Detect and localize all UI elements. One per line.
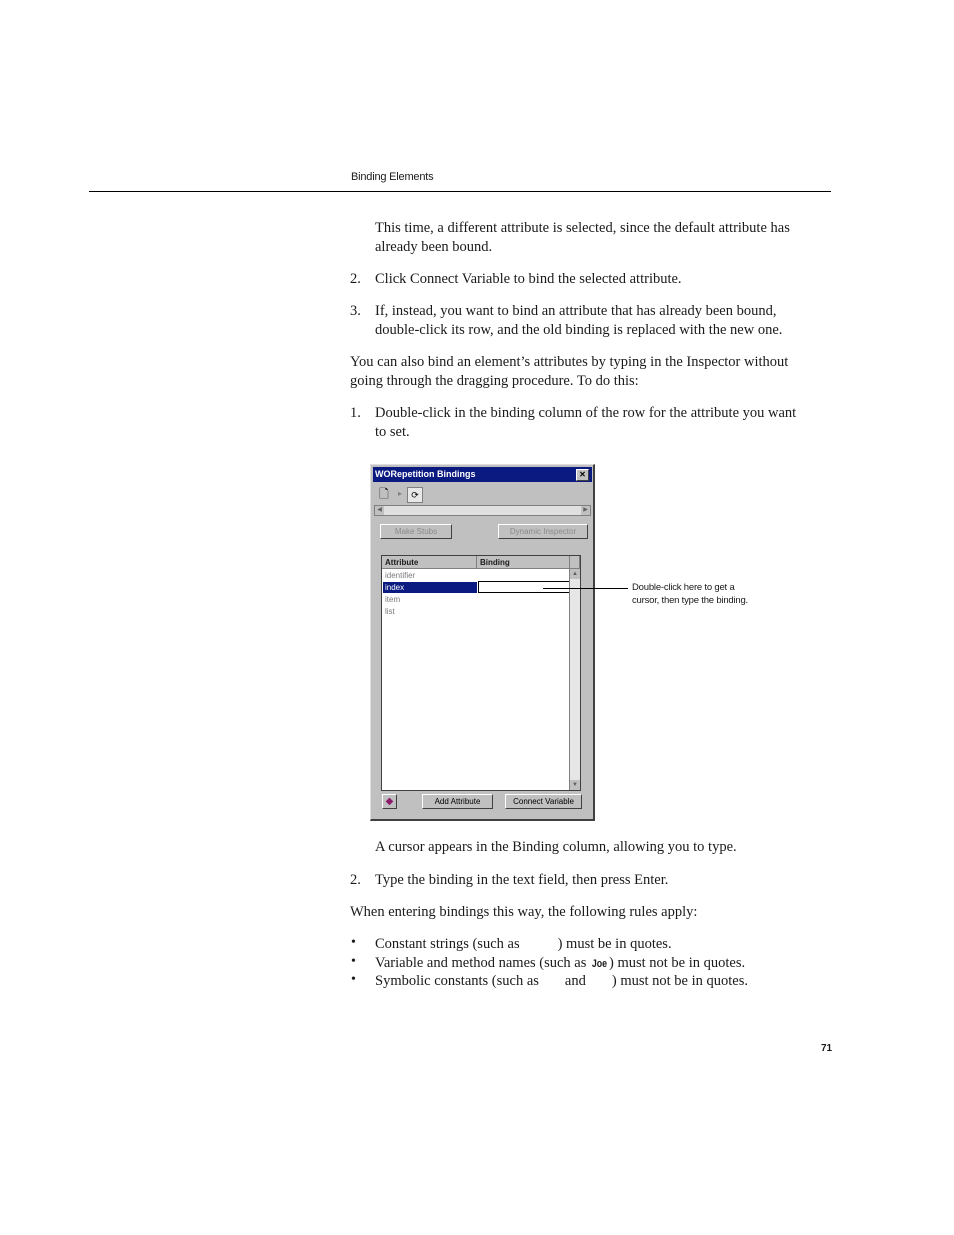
bullet-marker: • bbox=[351, 935, 356, 950]
bullet-text: Variable and method names (such as bbox=[375, 955, 587, 971]
inline-code: Joe bbox=[591, 958, 608, 970]
bullet-text: and bbox=[564, 973, 586, 989]
bullet-marker: • bbox=[351, 954, 356, 969]
scroll-down-icon[interactable]: ▼ bbox=[570, 780, 580, 790]
callout-text: Double-click here to get a cursor, then type the binding. bbox=[632, 582, 748, 606]
vertical-scrollbar[interactable] bbox=[569, 569, 580, 790]
bullet-item bbox=[375, 972, 815, 991]
bullet-text: Constant strings (such as bbox=[375, 936, 520, 952]
bindings-inspector-window bbox=[370, 464, 595, 821]
table-row[interactable]: list bbox=[385, 607, 395, 616]
bullet-item bbox=[375, 935, 815, 954]
step-text: Type the binding in the text field, then press Enter. bbox=[375, 872, 669, 888]
bullet-item bbox=[375, 954, 815, 974]
arrow-icon: ▸ bbox=[397, 489, 402, 498]
connect-variable-button[interactable]: Connect Variable bbox=[505, 794, 582, 809]
column-header-attribute[interactable]: Attribute bbox=[382, 556, 477, 569]
step-text: Double-click in the binding column of the row for the attribute you want to set. bbox=[375, 405, 797, 440]
bullet-text: Symbolic constants (such as bbox=[375, 973, 539, 989]
binding-edit-field[interactable] bbox=[478, 581, 570, 593]
document-icon[interactable]: 🗋 bbox=[379, 487, 389, 501]
table-row[interactable]: item bbox=[385, 595, 401, 604]
paragraph: You can also bind an element’s attributes by typing in the Inspector without going through the dragging procedure. To do this: bbox=[350, 354, 789, 389]
add-attribute-button[interactable]: Add Attribute bbox=[422, 794, 493, 809]
paragraph-continuation: A cursor appears in the Binding column, allowing you to type. bbox=[375, 839, 737, 855]
scroll-right-icon[interactable]: ▶ bbox=[581, 506, 590, 515]
step-text: Click Connect Variable to bind the selected attribute. bbox=[375, 271, 682, 287]
bullet-text: ) must be in quotes. bbox=[557, 936, 672, 952]
window-titlebar bbox=[373, 467, 592, 482]
callout-leader-line bbox=[543, 588, 628, 589]
window-title: WORepetition Bindings bbox=[375, 469, 476, 479]
book-icon[interactable]: ◆ bbox=[382, 794, 397, 809]
table-row[interactable]: identifier bbox=[385, 571, 416, 580]
scroll-left-icon[interactable]: ◀ bbox=[375, 506, 384, 515]
make-stubs-button[interactable]: Make Stubs bbox=[380, 524, 452, 539]
step-text: If, instead, you want to bind an attribute that has already been bound, double-click its row, and the old binding is replaced with the new one. bbox=[375, 303, 783, 338]
bullet-marker: • bbox=[351, 972, 356, 987]
table-row-selected[interactable]: index bbox=[383, 582, 477, 593]
horizontal-scrollbar[interactable] bbox=[374, 505, 591, 516]
attribute-table bbox=[381, 555, 581, 791]
step-number: 3. bbox=[350, 303, 361, 319]
bullet-text: ) must not be in quotes. bbox=[611, 973, 748, 989]
paragraph: When entering bindings this way, the following rules apply: bbox=[350, 904, 698, 920]
close-icon[interactable]: ✕ bbox=[576, 469, 589, 481]
running-header: Binding Elements bbox=[351, 171, 434, 183]
dynamic-inspector-button[interactable]: Dynamic Inspector bbox=[498, 524, 588, 539]
bullet-text: ) must not be in quotes. bbox=[608, 955, 746, 971]
step-number: 2. bbox=[350, 271, 361, 287]
header-rule bbox=[89, 191, 831, 192]
step-number: 2. bbox=[350, 872, 361, 888]
paragraph-continuation: This time, a different attribute is selected, since the default attribute has already been bound. bbox=[375, 220, 790, 255]
page-number: 71 bbox=[821, 1043, 833, 1054]
column-header-binding[interactable]: Binding bbox=[477, 556, 570, 569]
column-header-corner bbox=[570, 556, 580, 569]
scroll-up-icon[interactable]: ▲ bbox=[570, 569, 580, 579]
refresh-icon[interactable]: ⟳ bbox=[407, 487, 423, 503]
step-number: 1. bbox=[350, 405, 361, 421]
